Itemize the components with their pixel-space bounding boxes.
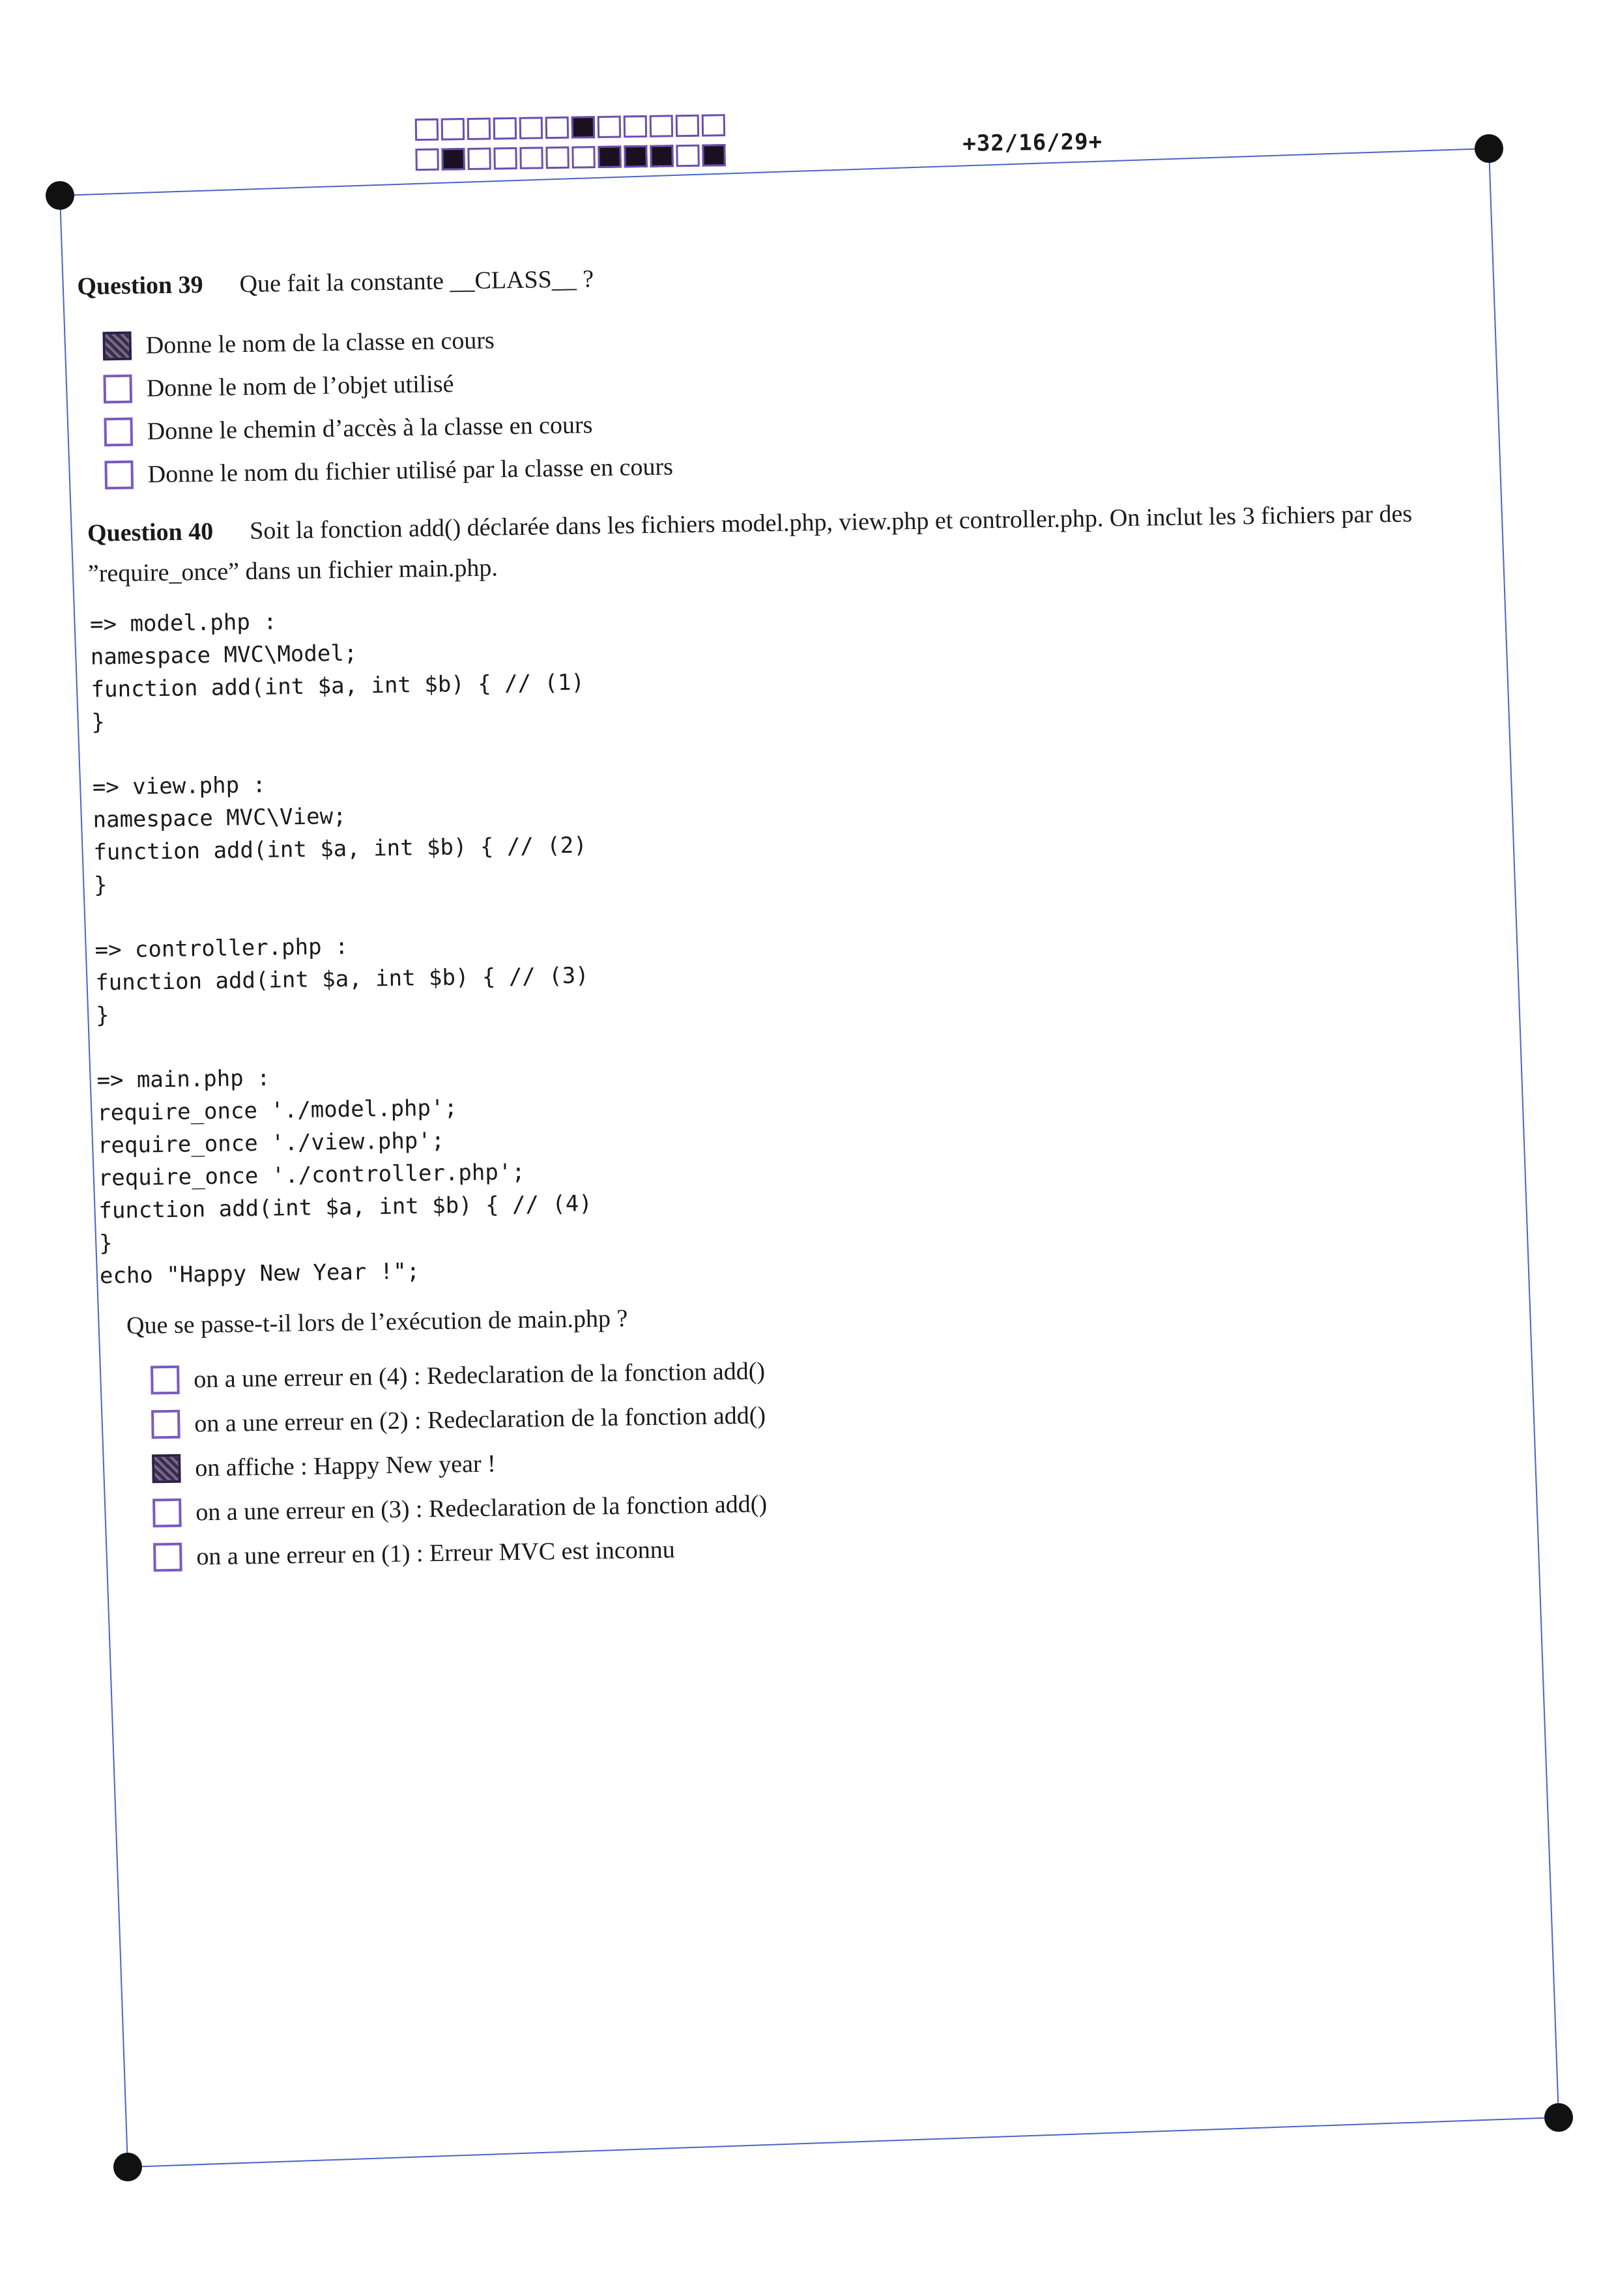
checkbox-checked[interactable]: [102, 332, 132, 361]
checkbox[interactable]: [152, 1499, 182, 1528]
checkbox[interactable]: [104, 461, 134, 490]
checkbox[interactable]: [153, 1543, 182, 1572]
question-number: Question 39: [77, 271, 203, 300]
answer-label: on a une erreur en (1) : Erreur MVC est inconnu: [196, 1536, 676, 1571]
id-cell: [624, 115, 648, 138]
id-cell: [702, 114, 726, 137]
checkbox[interactable]: [104, 418, 133, 447]
answer-label: Donne le nom de la classe en cours: [145, 326, 495, 360]
student-id-grid-row-1: [415, 114, 729, 145]
code-controller-php: => controller.php : function add(int $a, int $b) { // (3) }: [94, 933, 589, 1029]
q40-answer-4[interactable]: [152, 1489, 767, 1527]
id-cell: [493, 117, 517, 140]
id-cell: [493, 147, 517, 170]
question-text: Soit la fonction add() déclarée dans les fichiers model.php, view.php et controller.php. On inclut les 3 fichiers par des ”require_once” dans un fichier main.php.: [87, 500, 1413, 588]
id-cell-filled: [650, 145, 674, 167]
q40-answer-2[interactable]: [151, 1401, 766, 1439]
id-cell: [676, 115, 700, 137]
q39-answer-3[interactable]: [104, 410, 592, 446]
q39-answer-1[interactable]: [102, 326, 495, 360]
page-code: +32/16/29+: [962, 128, 1103, 157]
answer-label: on a une erreur en (3) : Redeclaration de la fonction add(): [195, 1490, 768, 1527]
checkbox-checked[interactable]: [152, 1454, 181, 1484]
answer-label: Donne le nom du fichier utilisé par la classe en cours: [147, 453, 674, 489]
id-cell: [519, 117, 543, 139]
id-cell: [598, 115, 622, 138]
id-cell: [519, 147, 543, 169]
answer-label: on a une erreur en (4) : Redeclaration de la fonction add(): [194, 1357, 766, 1394]
q40-answer-3[interactable]: [152, 1450, 496, 1484]
answer-label: Donne le chemin d’accès à la classe en cours: [147, 411, 593, 446]
id-cell: [676, 145, 700, 167]
question-40: [87, 493, 1490, 594]
id-cell-filled: [624, 145, 648, 168]
answer-label: on a une erreur en (2) : Redeclaration de la fonction add(): [194, 1401, 766, 1438]
question-number: Question 40: [87, 517, 214, 547]
question-text: Que fait la constante __CLASS__ ?: [239, 265, 594, 298]
q40-answer-5[interactable]: [153, 1536, 675, 1572]
id-cell: [415, 149, 439, 171]
id-cell-filled: [571, 116, 596, 139]
question-39: [77, 265, 594, 301]
checkbox[interactable]: [151, 1410, 180, 1439]
answer-label: on affiche : Happy New year !: [195, 1450, 497, 1482]
q40-answer-1[interactable]: [151, 1356, 765, 1394]
id-cell: [467, 147, 491, 170]
checkbox[interactable]: [151, 1366, 180, 1395]
id-cell: [545, 147, 570, 169]
student-id-grid-row-2: [415, 144, 729, 175]
code-view-php: => view.php : namespace MVC\View; function add(int $a, int $b) { // (2) }: [92, 771, 587, 898]
id-cell: [650, 115, 674, 137]
id-cell: [545, 117, 570, 139]
id-cell: [441, 118, 465, 141]
code-main-php: => main.php : require_once './model.php'; require_once './view.php'; require_once './controller.php'; function add(int $a, int $b) { // (4) } echo "Happy New Year !";: [96, 1065, 593, 1289]
id-cell: [571, 146, 596, 169]
id-cell-filled: [598, 145, 622, 168]
checkbox[interactable]: [103, 375, 132, 404]
id-cell: [467, 117, 491, 140]
id-cell-filled: [702, 144, 726, 167]
code-model-php: => model.php : namespace MVC\Model; function add(int $a, int $b) { // (1) }: [89, 609, 585, 736]
answer-label: Donne le nom de l’objet utilisé: [146, 370, 454, 403]
id-cell-filled: [441, 148, 465, 171]
q39-answer-2[interactable]: [103, 369, 454, 403]
question-prompt: Que se passe-t-il lors de l’exécution de main.php ?: [126, 1304, 628, 1340]
q39-answer-4[interactable]: [104, 452, 673, 489]
id-cell: [415, 119, 439, 141]
